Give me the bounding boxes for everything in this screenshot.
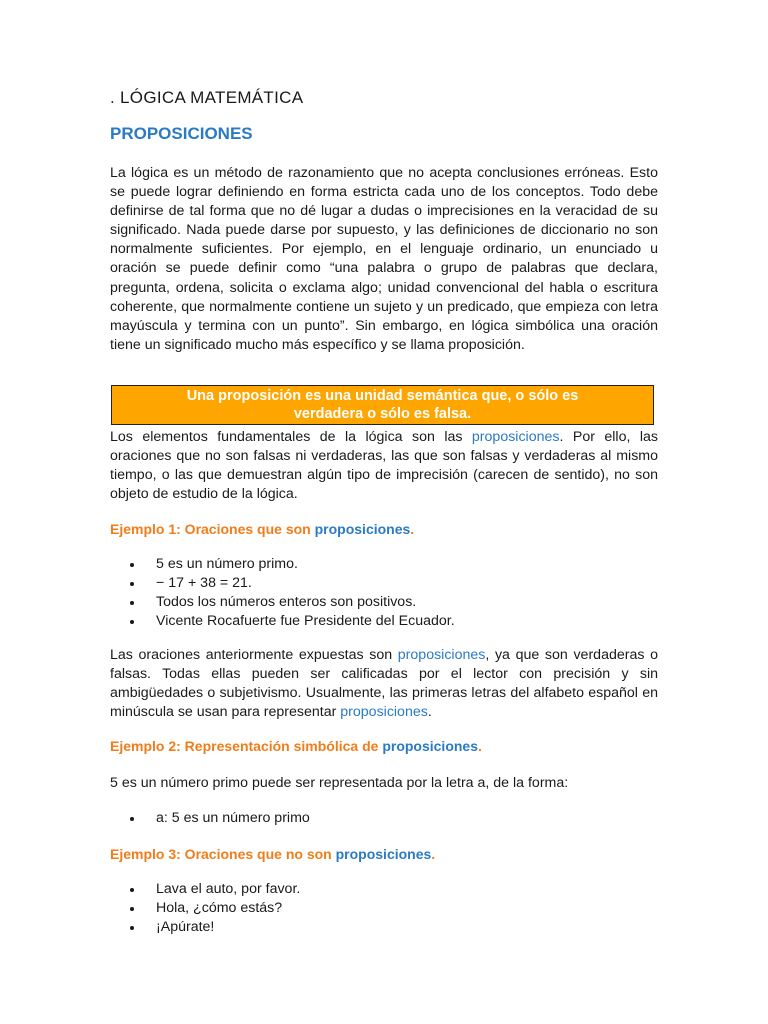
- bullet-icon: [130, 926, 134, 930]
- para3-term2-link[interactable]: proposiciones: [340, 704, 428, 721]
- list-item: [130, 809, 310, 828]
- list-item-text: Vicente Rocafuerte fue Presidente del Ecuador.: [156, 613, 455, 629]
- list-item-text: Lava el auto, por favor.: [156, 881, 301, 897]
- example3-list: [130, 880, 300, 937]
- bullet-icon: [130, 601, 134, 605]
- list-item: [130, 555, 455, 574]
- bullet-icon: [130, 582, 134, 586]
- list-item-text: − 17 + 38 = 21.: [156, 575, 252, 591]
- bullet-icon: [130, 817, 134, 821]
- example3-heading-text: Ejemplo 3: Oraciones que no son: [110, 846, 336, 862]
- bullet-icon: [130, 620, 134, 624]
- example2-text: 5 es un número primo puede ser representada por la letra a, de la forma:: [110, 775, 569, 791]
- example3-heading: [110, 846, 435, 862]
- definition-line-1: Una proposición es una unidad semántica que, o sólo es: [186, 388, 579, 404]
- example1-heading-end: .: [410, 521, 415, 537]
- example1-list: [130, 555, 455, 631]
- intro-paragraph: La lógica es un método de razonamiento que no acepta conclusiones erróneas. Esto se puede lograr definiendo en forma estricta cada uno de los conceptos. Todo debe definirse de tal forma que no dé lugar a dudas o imprecisiones en la veracidad de su significado. Nada puede darse por supuesto, y las definiciones de diccionario no son normalmente suficientes. Por ejemplo, en el lenguaje ordinario, un enunciado u oración se puede definir como “una palabra o grupo de palabras que declara, pregunta, ordena, solicita o exclama algo; unidad convencional del habla o escritura coherente, que normalmente contiene un sujeto y un predicado, que empieza con letra mayúscula y termina con un punto”. Sin embargo, en lógica simbólica una oración tiene un significado mucho más específico y se llama proposición.: [110, 165, 658, 353]
- para3-term1-link[interactable]: proposiciones: [397, 647, 486, 663]
- list-item: [130, 899, 300, 918]
- example2-term-link[interactable]: proposiciones: [382, 738, 478, 754]
- definition-highlight-box: [111, 385, 654, 425]
- para3-text-c: .: [427, 704, 432, 721]
- example1-term-link[interactable]: proposiciones: [314, 521, 411, 537]
- example3-term-link[interactable]: proposiciones: [335, 846, 432, 862]
- example2-heading: [110, 738, 482, 754]
- example1-heading: [110, 521, 414, 537]
- list-item-text: 5 es un número primo.: [156, 556, 298, 572]
- para2-text-after: . Por ello, las oraciones que no son falsas ni verdaderas, las que son falsas y verdaderas al mismo tiempo, o las que demuestran algún tipo de imprecisión (carecen de sentido), no son objeto de estudio de la lógica.: [110, 429, 659, 503]
- list-item: [130, 612, 455, 631]
- list-item-text: a: 5 es un número primo: [156, 810, 310, 826]
- para3-text-a: Las oraciones anteriormente expuestas son: [110, 647, 398, 663]
- list-item: [130, 918, 300, 937]
- list-item-text: ¡Apúrate!: [156, 919, 215, 935]
- section-title: PROPOSICIONES: [110, 124, 253, 143]
- bullet-icon: [130, 563, 134, 567]
- example2-list: [130, 809, 310, 828]
- para3-text-b: , ya que son verdaderas o falsas. Todas ellas pueden ser calificadas por el lector con precisión y sin ambigüedades o subjetivismo. Usualmente, las primeras letras del alfabeto español en minúscula se usan para representar: [110, 647, 658, 721]
- list-item-text: Hola, ¿cómo estás?: [156, 900, 283, 916]
- example2-heading-end: .: [478, 738, 482, 754]
- definition-line-2: verdadera o sólo es falsa.: [293, 406, 472, 422]
- list-item: [130, 593, 455, 612]
- example2-heading-text: Ejemplo 2: Representación simbólica de: [110, 738, 383, 754]
- explanation-paragraph: [110, 646, 658, 722]
- list-item-text: Todos los números enteros son positivos.: [156, 594, 417, 610]
- page-title: . LÓGICA MATEMÁTICA: [110, 88, 304, 107]
- example1-heading-text: Ejemplo 1: Oraciones que son: [110, 521, 315, 537]
- bullet-icon: [130, 888, 134, 892]
- list-item: [130, 880, 300, 899]
- example3-heading-end: .: [431, 846, 436, 862]
- list-item: [130, 574, 455, 593]
- bullet-icon: [130, 907, 134, 911]
- elements-paragraph: [110, 428, 658, 504]
- para2-term-link[interactable]: proposiciones: [471, 429, 560, 445]
- para2-text-before: Los elementos fundamentales de la lógica son las: [110, 429, 472, 445]
